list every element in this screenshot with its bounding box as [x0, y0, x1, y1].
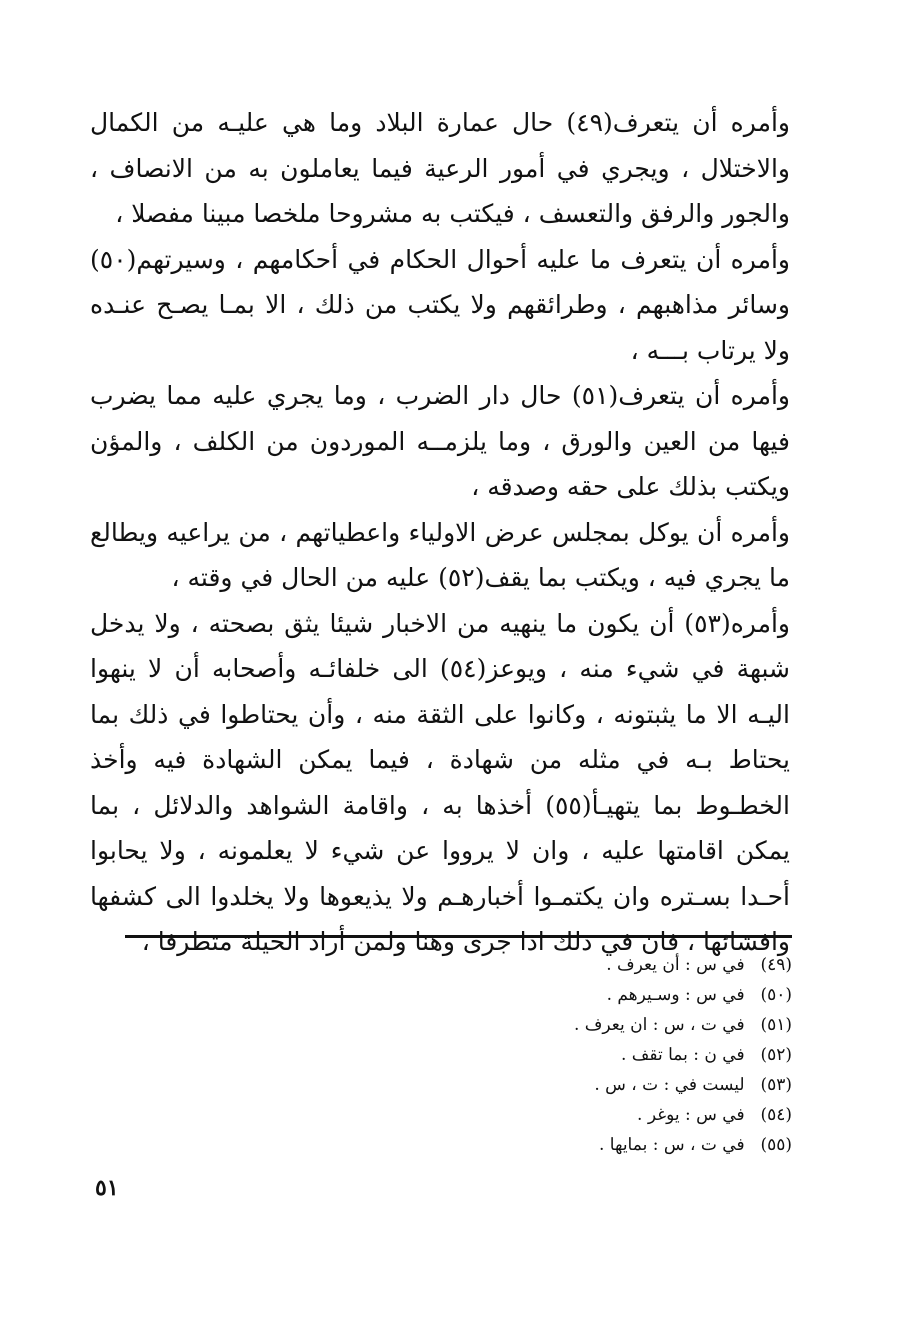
paragraph: وأمره أن يتعرف(٤٩) حال عمارة البلاد وما هي عليـه من الكمال والاختلال ، ويجري في أمور الرعية فيما يعاملون به من الانصاف ، والجور والرفق والتعسف ، فيكتب به مشروحا ملخصا مبينا مفصلا ،	[90, 108, 790, 228]
footnote	[125, 1100, 792, 1130]
footnote-text: ليست في : ت ، س .	[594, 1075, 745, 1095]
footnote-number: (٥٢)	[760, 1045, 792, 1065]
paragraph: وأمره أن يتعرف(٥١) حال دار الضرب ، وما يجري عليه مما يضرب فيها من العين والورق ، وما يلزمــه الموردون من الكلف ، والمؤن ويكتب بذلك على حقه وصدقه ،	[90, 381, 790, 501]
main-text	[90, 100, 790, 965]
footnote	[125, 1130, 792, 1160]
paragraph: وأمره أن يوكل بمجلس عرض الاولياء واعطياتهم ، من يراعيه ويطالع ما يجري فيه ، ويكتب بما يقف(٥٢) عليه من الحال في وقته ،	[90, 517, 790, 592]
paragraph: وأمره(٥٣) أن يكون ما ينهيه من الاخبار شيئا يثق بصحته ، ولا يدخل شبهة في شيء منه ، ويوعز(٥٤) الى خلفائـه وأصحابه أن لا ينهوا اليـه الا ما يثبتونه ، وكانوا على الثقة منه ، وأن يحتاطوا في ذلك بما يحتاط بـه في مثله من شهادة ، فيما يمكن الشهادة فيه وأخذ الخطـوط بما يتهيـأ(٥٥) أخذها به ، واقامة الشواهد والدلائل ، بما يمكن اقامتها عليه ، وان لا يرووا عن شيء لا يعلمونه ، ولا يحابوا أحـدا بسـتره وان يكتمـوا أخبارهـم ولا يذيعوها ولا يخلدوا الى كشفها وافشائها ، فان في ذلك اذا جرى وهنا ولمن أراد الحيلة متطرفا ،	[90, 608, 790, 956]
footnote-text: في ن : بما تقف .	[620, 1045, 745, 1065]
footnote-number: (٤٩)	[760, 955, 792, 975]
footnote-number: (٥١)	[760, 1015, 792, 1035]
footnote-number: (٥٥)	[760, 1135, 792, 1155]
footnote-divider	[125, 935, 792, 938]
paragraph: وأمره أن يتعرف ما عليه أحوال الحكام في أحكامهم ، وسيرتهم(٥٠) وسائر مذاهبهم ، وطرائقهم ولا يكتب من ذلك ، الا بمـا يصـح عنـده ولا يرتاب بـــه ،	[90, 244, 790, 365]
footnote	[125, 950, 792, 980]
footnote	[125, 980, 792, 1010]
footnote	[125, 1010, 792, 1040]
page-number: ٥١	[95, 1175, 119, 1201]
footnote-number: (٥٤)	[760, 1105, 792, 1125]
footnote-text: في ت ، س : بمايها .	[599, 1135, 745, 1155]
footnote-number: (٥٣)	[760, 1075, 792, 1095]
footnotes	[125, 950, 792, 1160]
footnote	[125, 1040, 792, 1070]
footnote-number: (٥٠)	[760, 985, 792, 1005]
footnote	[125, 1070, 792, 1100]
footnote-text: في ت ، س : ان يعرف .	[573, 1015, 745, 1035]
footnote-text: في س : وسـيرهم .	[606, 985, 745, 1005]
footnote-text: في س : يوغر .	[637, 1105, 745, 1125]
footnote-text: في س : أن يعرف .	[606, 955, 745, 975]
